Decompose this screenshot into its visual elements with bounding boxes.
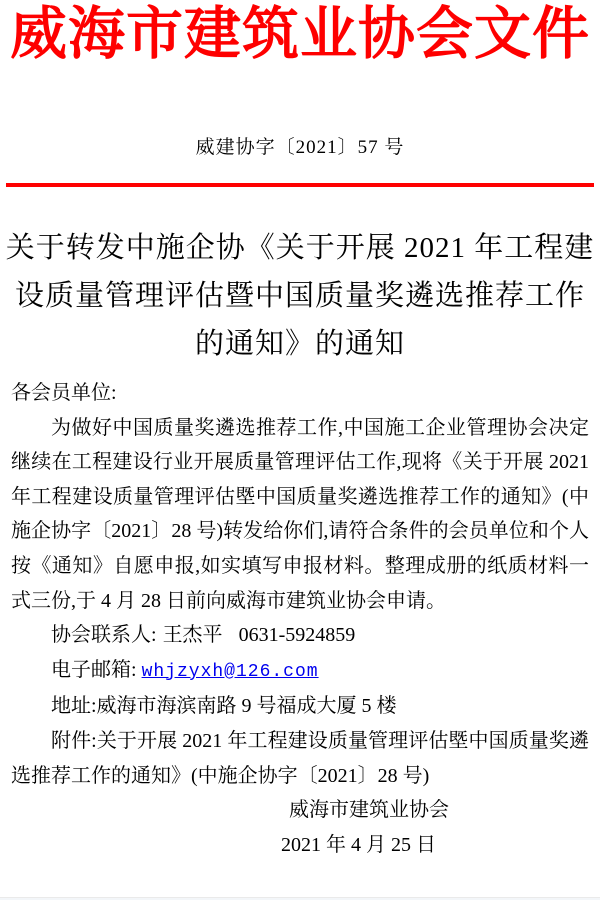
red-divider (6, 183, 594, 187)
signature-line: 威海市建筑业协会 (289, 799, 449, 822)
body-paragraph: 为做好中国质量奖遴选推荐工作,中国施工企业管理协会决定继续在工程建设行业开展质量管理评估工作,现将《关于开展 2021 年工程建设质量管理评估塈中国质量奖遴选推荐工作的通知》(中施企协字〔2021〕28 号)转发给你们,请符合条件的会员单位和个人按《通知》自愿申报,如实填写申报材料。整理成册的纸质材料一式三份,于 4 月 28 日前向威海市建筑业协会申请。 (11, 416, 589, 612)
document-title-line: 关于转发中施企协《关于开展 2021 年工程建 (5, 232, 595, 264)
contact-label: 协会联系人: (51, 624, 157, 647)
address-line: 地址:威海市海滨南路 9 号福成大厦 5 楼 (51, 695, 397, 718)
document-title-line: 的通知》的通知 (194, 328, 405, 360)
attachment-line: 附件:关于开展 2021 年工程建设质量管理评估塈中国质量奖遴选推荐工作的通知》(中施企协字〔2021〕28 号) (11, 729, 589, 787)
document-number: 威建协字〔2021〕57 号 (195, 137, 405, 158)
date-line: 2021 年 4 月 25 日 (281, 833, 436, 856)
document-body (11, 376, 589, 862)
contact-phone: 0631-5924859 (238, 624, 356, 647)
contact-name: 王杰平 (162, 624, 223, 647)
contact-line (11, 618, 589, 653)
document-title (0, 224, 600, 368)
email-link[interactable]: whjzyxh@126.com (141, 661, 319, 682)
email-line (11, 653, 589, 690)
salutation: 各会员单位: (11, 382, 117, 404)
document-title-line: 设质量管理评估暨中国质量奖遴选推荐工作 (14, 280, 585, 312)
email-label: 电子邮箱: (51, 658, 137, 681)
document-header-title: 威海市建筑业协会文件 (10, 3, 590, 66)
